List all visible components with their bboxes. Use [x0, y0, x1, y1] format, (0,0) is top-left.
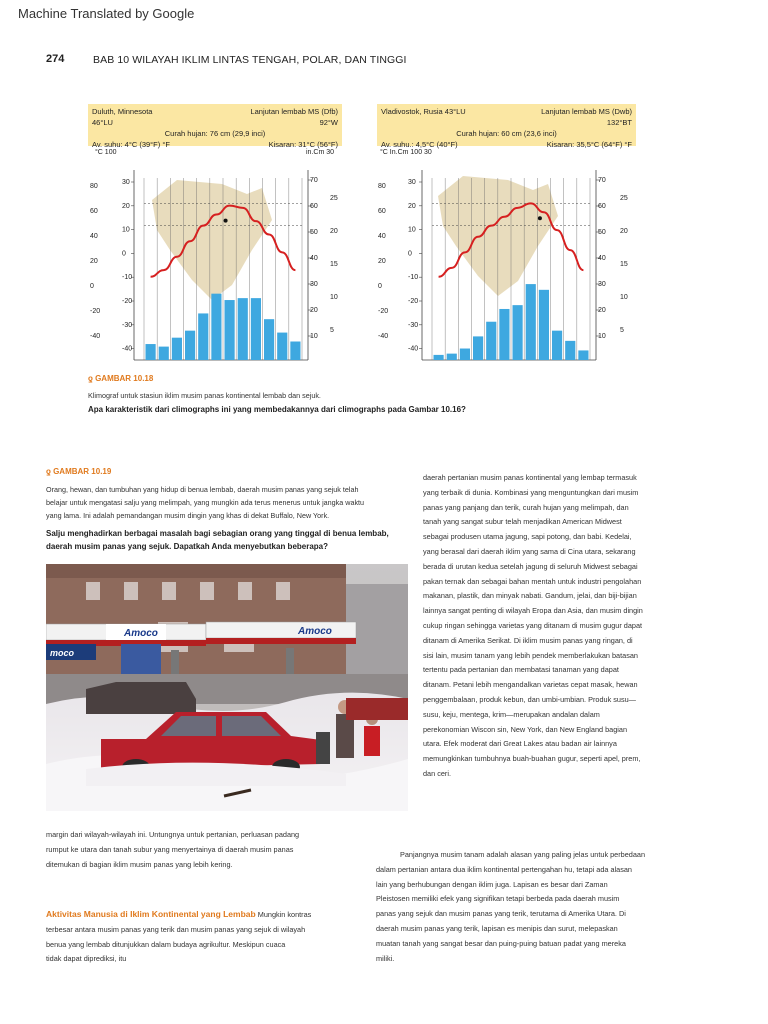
- inch-tick-label: 25: [330, 195, 338, 202]
- climograph-1-left-axis-header: °C 100: [95, 149, 117, 156]
- caption-line: Orang, hewan, dan tumbuhan yang hidup di benua lembab, daerah musim panas yang sejuk telah: [46, 485, 359, 494]
- precipitation-bar: [539, 290, 549, 360]
- cm-tick-label: 70: [598, 177, 606, 184]
- text-line: ditanam. Petani lebih mengandalkan varietas cepat masak, hewan: [423, 680, 638, 690]
- figure-label-text: GAMBAR 10.19: [53, 467, 112, 476]
- celsius-tick-label: ‑20: [122, 298, 133, 305]
- precipitation-bar: [513, 305, 523, 360]
- celsius-tick-label: ‑30: [408, 321, 419, 329]
- inch-tick-label: 15: [330, 261, 338, 268]
- cm-tick-label: 30: [598, 281, 606, 288]
- celsius-tick-label: ‑30: [122, 321, 133, 329]
- precipitation-bar: [146, 344, 156, 360]
- cm-tick-label: 60: [598, 203, 606, 210]
- text-line: ditemukan di bagian iklim musim panas yang lebih kering.: [46, 859, 233, 869]
- precipitation-bar: [159, 347, 169, 360]
- cm-tick-label: 60: [310, 203, 318, 210]
- inch-tick-label: 15: [620, 261, 628, 268]
- precipitation-bar: [198, 313, 208, 360]
- text-line: sisi lain, musim tanam yang lebih pendek memberlakukan batasan: [423, 650, 638, 660]
- text-line: daerah musim panas yang terik, lapisan es menipis dan surut, melepaskan: [376, 923, 618, 933]
- fahrenheit-tick-label: 40: [378, 233, 386, 240]
- inch-tick-label: 10: [330, 294, 338, 301]
- celsius-tick-label: ‑40: [122, 345, 133, 353]
- text-line: berada di urutan kedua setelah jagung di seluruh Midwest sebagai: [423, 561, 638, 571]
- section-heading: Aktivitas Manusia di Iklim Kontinental yang Lembab: [46, 909, 256, 919]
- figure-10-19-caption: [46, 483, 396, 522]
- figure-10-18-question: Apa karakteristik dari climographs ini yang membedakannya dari climographs pada Gambar 10.16?: [88, 405, 466, 414]
- text-line: makanan, plastik, dan minyak nabati. Gandum, jelai, dan biji-bijian: [423, 591, 637, 601]
- cm-tick-label: 70: [310, 177, 318, 184]
- station-location-dot: [538, 216, 542, 220]
- celsius-tick-label: 20: [408, 202, 416, 210]
- fahrenheit-tick-label: 60: [90, 208, 98, 215]
- fahrenheit-tick-label: 0: [90, 283, 94, 290]
- text-line: utara. Efek moderat dari Great Lakes atau badan air lainnya: [423, 739, 617, 749]
- precipitation-bar: [434, 355, 444, 360]
- station-location-dot: [224, 219, 228, 223]
- text-line: lain yang berhubungan dengan iklim juga. Lapisan es besar dari Zaman: [376, 879, 608, 889]
- text-line: tidak dapat diprediksi, itu: [46, 954, 127, 964]
- figure-marker-icon: ƍ: [88, 374, 96, 383]
- celsius-tick-label: 30: [408, 179, 416, 186]
- climograph-vladivostok: [374, 162, 638, 364]
- inch-tick-label: 20: [330, 228, 338, 235]
- cm-tick-label: 40: [598, 255, 606, 262]
- section-first-line: Mungkin kontras: [257, 910, 312, 919]
- average-temperature: Av. suhu: 4°C (39°F) °F: [92, 140, 170, 149]
- fahrenheit-tick-label: ‑40: [90, 333, 101, 340]
- precipitation-bar: [277, 333, 287, 360]
- text-line: lainnya sangat penting di wilayah Eropa dan Asia, dan musim dingin: [423, 606, 643, 616]
- cm-tick-label: 10: [310, 333, 318, 340]
- text-line: sebagai produsen utama jagung, sapi potong, dan babi. Kedelai,: [423, 532, 632, 542]
- climograph-duluth: [84, 162, 346, 364]
- celsius-tick-label: 10: [408, 226, 416, 234]
- temperature-range: Kisaran: 35,5°C (64°F) °F: [546, 140, 632, 149]
- precipitation-bar: [238, 298, 248, 360]
- climograph-1-right-axis-header: in.Cm 30: [306, 149, 335, 156]
- fahrenheit-tick-label: 0: [378, 283, 382, 290]
- inch-tick-label: 20: [620, 228, 628, 235]
- page-number: 274: [46, 53, 65, 65]
- celsius-tick-label: 0: [122, 250, 126, 258]
- machine-translated-banner: Machine Translated by Google: [18, 6, 195, 21]
- station-name: Vladivostok, Rusia 43°LU: [381, 107, 466, 116]
- left-column-text-bottom: [46, 828, 391, 872]
- fahrenheit-tick-label: 80: [378, 183, 386, 190]
- precipitation-bar: [211, 294, 221, 360]
- climate-type: Lanjutan lembab MS (Dfb): [250, 107, 338, 116]
- cm-tick-label: 20: [310, 307, 318, 314]
- figure-10-18-label: [88, 374, 153, 383]
- precipitation-bar: [225, 300, 235, 360]
- text-line: Panjangnya musim tanam adalah alasan yang paling jelas untuk perbedaan: [400, 850, 646, 859]
- cm-tick-label: 40: [310, 255, 318, 262]
- amoco-sign-text: Amoco: [124, 628, 158, 639]
- caption-line: yang lama. Ini adalah pemandangan musim dingin yang khas di dekat Buffalo, New York.: [46, 511, 330, 520]
- celsius-tick-label: 20: [122, 202, 130, 210]
- text-line: dan ceri.: [423, 768, 451, 778]
- text-line: memungkinkan tumbuhnya buah-buahan gugur, seperti apel, prem,: [423, 754, 641, 764]
- fahrenheit-tick-label: ‑20: [378, 308, 389, 315]
- station-name: Duluth, Minnesota: [92, 107, 153, 116]
- fahrenheit-tick-label: ‑20: [90, 308, 101, 315]
- precipitation-bar: [565, 341, 575, 360]
- text-line: terbesar antara musim panas yang terik dan musim panas yang sejuk di wilayah: [46, 924, 306, 934]
- text-line: miliki.: [376, 953, 395, 963]
- text-line: ditanam di Amerika Serikat. Di iklim musim panas yang ringan, di: [423, 635, 633, 645]
- fahrenheit-tick-label: ‑40: [378, 333, 389, 340]
- figure-marker-icon: ƍ: [46, 467, 54, 476]
- text-line: susu, keju, mentega, krim—merupakan andalan dalam: [423, 709, 600, 719]
- precipitation-bar: [290, 342, 300, 360]
- fahrenheit-tick-label: 60: [378, 208, 386, 215]
- right-column-text-top: [423, 471, 723, 782]
- climograph-2-info-box: [377, 104, 636, 149]
- inch-tick-label: 5: [330, 327, 334, 334]
- latitude: 46°LU: [92, 118, 113, 127]
- question-line: Salju menghadirkan berbagai masalah bagi sebagian orang yang tinggal di benua lembab,: [46, 529, 389, 538]
- celsius-tick-label: 30: [122, 179, 130, 186]
- photo-illustration: [46, 564, 408, 811]
- question-line: daerah musim panas yang sejuk. Dapatkah Anda menyebutkan beberapa?: [46, 542, 329, 551]
- celsius-tick-label: 10: [122, 226, 130, 234]
- text-line: yang berasal dari daerah iklim yang sama di Cina utara, sekarang: [423, 546, 636, 556]
- text-line: penggembalaan, produk kebun, dan umbi-umbian. Produk susu—: [423, 694, 636, 704]
- amoco-sign-text-2: Amoco: [298, 626, 332, 637]
- celsius-tick-label: ‑40: [408, 345, 419, 353]
- average-temperature: Av. suhu.: 4,5°C (40°F): [381, 140, 458, 149]
- section-human-activity: [46, 907, 391, 967]
- inch-tick-label: 10: [620, 294, 628, 301]
- cm-tick-label: 20: [598, 307, 606, 314]
- celsius-tick-label: ‑10: [122, 274, 133, 282]
- caption-line: belajar untuk mengatasi salju yang melimpah, yang mungkin ada terus menerus untuk jangka waktu: [46, 498, 365, 507]
- cm-tick-label: 30: [310, 281, 318, 288]
- inch-tick-label: 5: [620, 327, 624, 334]
- figure-10-19-question: [46, 527, 406, 553]
- text-line: benua yang lembab ditunjukkan dalam budaya agrikultur. Meskipun cuaca: [46, 939, 286, 949]
- cm-tick-label: 50: [598, 229, 606, 236]
- precipitation-bar: [526, 284, 536, 360]
- text-line: panas yang sejuk dan musim panas yang terik, terutama di Amerika Utara. Di: [376, 909, 626, 919]
- amoco-sign-text-3: moco: [50, 648, 75, 658]
- climograph-2-left-axis-header: °C In.Cm 100 30: [380, 149, 432, 156]
- precipitation-bar: [460, 349, 470, 360]
- text-line: daerah pertanian musim panas kontinental yang lembap termasuk: [423, 473, 637, 482]
- climate-type: Lanjutan lembab MS (Dwb): [541, 107, 632, 116]
- fahrenheit-tick-label: 40: [90, 233, 98, 240]
- text-line: panas yang panjang dan terik, curah hujan yang melimpah, dan: [423, 502, 629, 512]
- inch-tick-label: 25: [620, 195, 628, 202]
- precipitation-bar: [251, 298, 261, 360]
- text-line: pakan ternak dan sebagai bahan mentah untuk industri pengolahan: [423, 576, 642, 586]
- text-line: muatan tanah yang sangat besar dan puing-puing batuan padat yang mereka: [376, 938, 626, 948]
- climograph-1-info-box: [88, 104, 342, 149]
- text-line: margin dari wilayah-wilayah ini. Untungnya untuk pertanian, perluasan padang: [46, 830, 300, 839]
- celsius-tick-label: ‑10: [408, 274, 419, 282]
- text-line: tanah yang sangat subur telah menjadikan American Midwest: [423, 517, 622, 527]
- text-line: dalam pertanian antara dua iklim kontinental pertengahan hu, tetapi ada alasan: [376, 864, 632, 874]
- right-column-text-bottom: [376, 848, 721, 966]
- text-line: yang terbaik di dunia. Kombinasi yang menguntungkan dari musim: [423, 487, 639, 497]
- precipitation-bar: [486, 322, 496, 360]
- longitude: 132°BT: [606, 118, 632, 127]
- text-line: perekonomian Wiscon sin, New York, dan New England bagian: [423, 724, 628, 734]
- fahrenheit-tick-label: 20: [90, 258, 98, 265]
- fahrenheit-tick-label: 20: [378, 258, 386, 265]
- figure-label-text: GAMBAR 10.18: [95, 374, 154, 383]
- precipitation-bar: [447, 354, 457, 360]
- celsius-tick-label: ‑20: [408, 298, 419, 305]
- precipitation-bar: [185, 331, 195, 360]
- celsius-tick-label: 0: [408, 250, 412, 258]
- continent-map-icon: [152, 180, 272, 300]
- cm-tick-label: 10: [598, 333, 606, 340]
- longitude: 92°W: [319, 118, 338, 127]
- precipitation-bar: [552, 331, 562, 360]
- precipitation-bar: [578, 350, 588, 360]
- text-line: rumput ke utara dan tanah subur yang menyertainya di daerah musim panas: [46, 844, 294, 854]
- text-line: tertentu pada pertanian dan membatasi tanaman yang dapat: [423, 665, 619, 675]
- precipitation-total: Curah hujan: 60 cm (23,6 inci): [456, 129, 557, 138]
- precipitation-bar: [264, 319, 274, 360]
- precipitation-bar: [473, 336, 483, 360]
- text-line: Pleistosen memiliki efek yang signifikan tetapi berbeda pada daerah musim: [376, 894, 620, 904]
- precipitation-total: Curah hujan: 76 cm (29,9 inci): [164, 129, 266, 138]
- cm-tick-label: 50: [310, 229, 318, 236]
- figure-10-19-label: [46, 467, 111, 476]
- figure-10-18-caption: Klimograf untuk stasiun iklim musim panas kontinental lembab dan sejuk.: [88, 391, 321, 400]
- fahrenheit-tick-label: 80: [90, 183, 98, 190]
- snow-gas-station-photo: [46, 564, 408, 811]
- precipitation-bar: [172, 338, 182, 360]
- chapter-title: BAB 10 WILAYAH IKLIM LINTAS TENGAH, POLAR, DAN TINGGI: [93, 54, 407, 66]
- temperature-range: Kisaran: 31°C (56°F): [268, 140, 338, 149]
- text-line: cukup ringan sehingga varietas yang ditanam di musim gugur dapat: [423, 620, 643, 630]
- precipitation-bar: [499, 309, 509, 360]
